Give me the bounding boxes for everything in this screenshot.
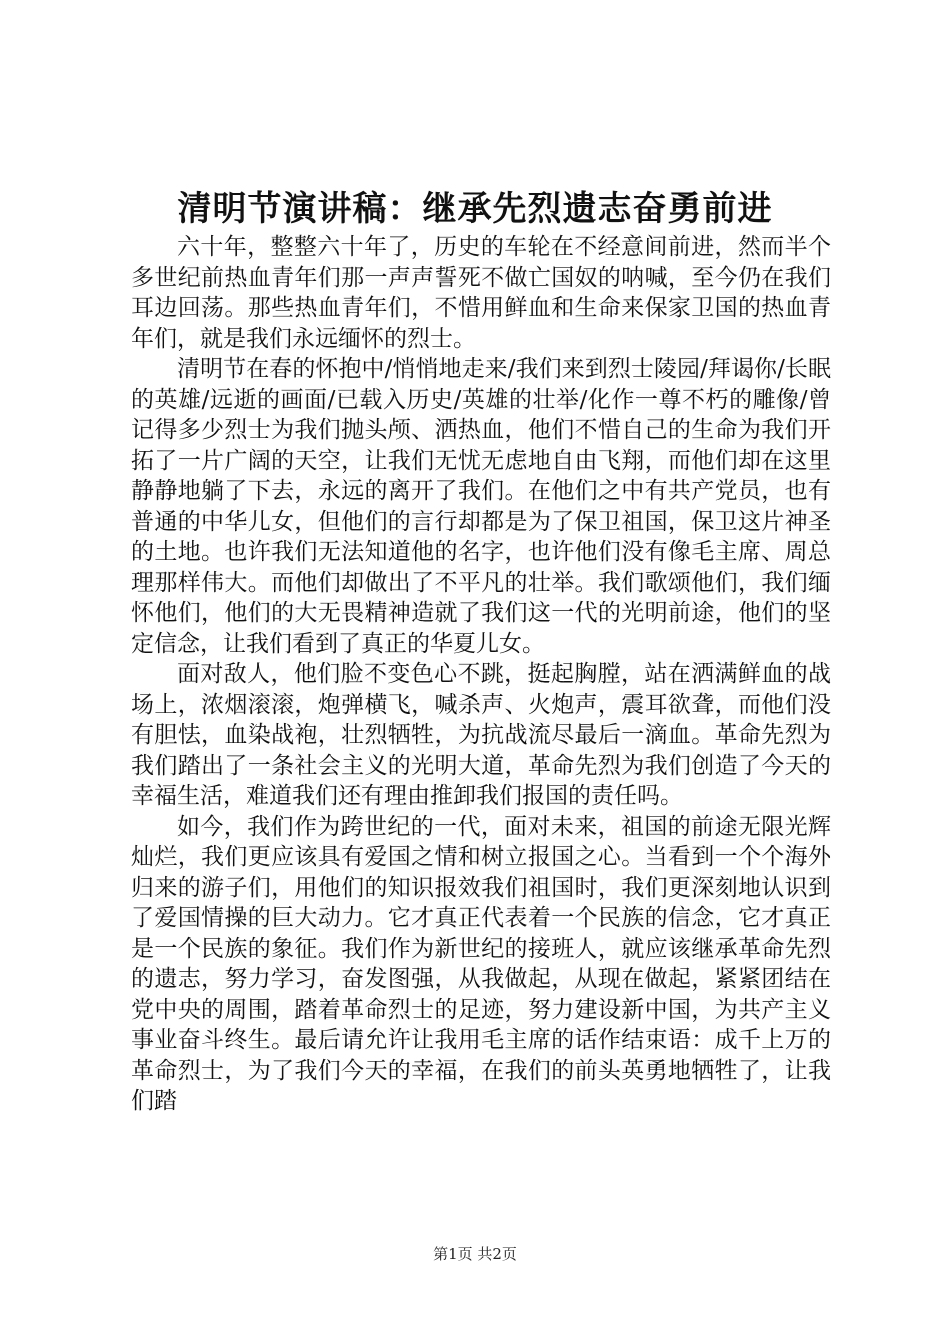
document-title: 清明节演讲稿：继承先烈遗志奋勇前进 [177, 189, 773, 229]
page-number-footer: 第1页 共2页 [433, 1245, 517, 1263]
document-body [131, 232, 831, 1117]
paragraph: 如今，我们作为跨世纪的一代，面对未来，祖国的前途无限光辉灿烂，我们更应该具有爱国之情和树立报国之心。当看到一个个海外归来的游子们，用他们的知识报效我们祖国时，我们更深刻地认识到了爱国情操的巨大动力。它才真正代表着一个民族的信念，它才真正是一个民族的象征。我们作为新世纪的接班人，就应该继承革命先烈的遗志，努力学习，奋发图强，从我做起，从现在做起，紧紧团结在党中央的周围，踏着革命烈士的足迹，努力建设新中国，为共产主义事业奋斗终生。最后请允许让我用毛主席的话作结束语：成千上万的革命烈士，为了我们今天的幸福，在我们的前头英勇地牺牲了，让我们踏 [131, 813, 831, 1114]
paragraph: 面对敌人，他们脸不变色心不跳，挺起胸膛，站在洒满鲜血的战场上，浓烟滚滚，炮弹横飞，喊杀声、火炮声，震耳欲聋，而他们没有胆怯，血染战袍，壮烈牺牲，为抗战流尽最后一滴血。革命先烈为我们踏出了一条社会主义的光明大道，革命先烈为我们创造了今天的幸福生活，难道我们还有理由推卸我们报国的责任吗。 [131, 661, 831, 809]
paragraph: 清明节在春的怀抱中/悄悄地走来/我们来到烈士陵园/拜谒你/长眠的英雄/远逝的画面/已载入历史/英雄的壮举/化作一尊不朽的雕像/曾记得多少烈士为我们抛头颅、洒热血，他们不惜自己的生命为我们开拓了一片广阔的天空，让我们无忧无虑地自由飞翔，而他们却在这里静静地躺了下去，永远的离开了我们。在他们之中有共产党员，也有普通的中华儿女，但他们的言行却都是为了保卫祖国，保卫这片神圣的土地。也许我们无法知道他的名字，也许他们没有像毛主席、周总理那样伟大。而他们却做出了不平凡的壮举。我们歌颂他们，我们缅怀他们，他们的大无畏精神造就了我们这一代的光明前途，他们的坚定信念，让我们看到了真正的华夏儿女。 [131, 356, 831, 657]
paragraph: 六十年，整整六十年了，历史的车轮在不经意间前进，然而半个多世纪前热血青年们那一声声誓死不做亡国奴的呐喊，至今仍在我们耳边回荡。那些热血青年们，不惜用鲜血和生命来保家卫国的热血青年们，就是我们永远缅怀的烈士。 [131, 234, 831, 352]
